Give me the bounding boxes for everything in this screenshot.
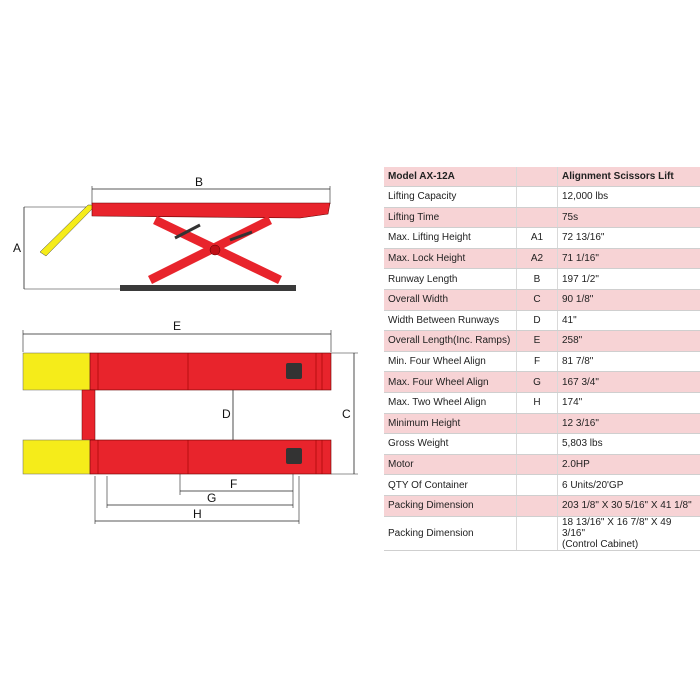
spec-value-text: 12 3/16" — [562, 417, 599, 429]
spec-code: A2 — [517, 248, 558, 269]
runway-connector — [82, 390, 95, 440]
spec-value — [558, 454, 700, 475]
spec-row — [384, 413, 700, 434]
spec-value-text: 2.0HP — [562, 459, 590, 471]
spec-table — [384, 167, 700, 551]
spec-row — [384, 516, 700, 550]
spec-value — [558, 413, 700, 434]
dim-label-f: F — [230, 477, 238, 491]
spec-label: QTY Of Container — [384, 475, 517, 496]
spec-value-text: 18 13/16" X 16 7/8" X 49 3/16" — [562, 516, 672, 539]
spec-row — [384, 207, 700, 228]
dim-label-h: H — [193, 507, 202, 521]
dim-label-d: D — [222, 407, 231, 421]
turnplate-top — [286, 363, 302, 379]
spec-row — [384, 331, 700, 352]
spec-value — [558, 289, 700, 310]
spec-label: Packing Dimension — [384, 516, 517, 550]
spec-value-note: (Control Cabinet) — [562, 538, 639, 550]
spec-code — [517, 187, 558, 208]
spec-value-text: 71 1/16" — [562, 253, 599, 265]
dim-label-e: E — [173, 319, 182, 333]
side-runway — [92, 203, 330, 218]
spec-code — [517, 495, 558, 516]
spec-code: A1 — [517, 228, 558, 249]
spec-value-text: 5,803 lbs — [562, 438, 603, 450]
spec-value — [558, 392, 700, 413]
spec-code — [517, 434, 558, 455]
dim-label-a: A — [13, 241, 22, 255]
spec-value — [558, 351, 700, 372]
side-view — [13, 175, 330, 291]
spec-label: Lifting Capacity — [384, 187, 517, 208]
spec-label: Minimum Height — [384, 413, 517, 434]
spec-value-text: 203 1/8" X 30 5/16" X 41 1/8" — [562, 500, 692, 512]
runway-bottom-ramp — [23, 440, 90, 474]
spec-value-text: 72 13/16" — [562, 232, 605, 244]
spec-label: Lifting Time — [384, 207, 517, 228]
spec-value — [558, 228, 700, 249]
spec-label: Width Between Runways — [384, 310, 517, 331]
runway-top-ramp — [23, 353, 90, 390]
spec-label: Min. Four Wheel Align — [384, 351, 517, 372]
spec-code: E — [517, 331, 558, 352]
spec-value — [558, 372, 700, 393]
dim-label-b: B — [195, 175, 204, 189]
spec-code — [517, 475, 558, 496]
spec-value-text: 174" — [562, 397, 583, 409]
spec-code: G — [517, 372, 558, 393]
spec-label: Packing Dimension — [384, 495, 517, 516]
spec-label: Gross Weight — [384, 434, 517, 455]
spec-row — [384, 392, 700, 413]
spec-value — [558, 434, 700, 455]
spec-value — [558, 248, 700, 269]
spec-label: Runway Length — [384, 269, 517, 290]
spec-code: H — [517, 392, 558, 413]
side-ramp — [40, 205, 96, 256]
spec-value — [558, 207, 700, 228]
side-base — [120, 285, 296, 291]
spec-value — [558, 516, 700, 550]
spec-label: Max. Two Wheel Align — [384, 392, 517, 413]
spec-value — [558, 310, 700, 331]
spec-header-row — [384, 167, 700, 187]
spec-code — [517, 413, 558, 434]
spec-value-text: 6 Units/20'GP — [562, 479, 624, 491]
spec-row — [384, 434, 700, 455]
spec-code: D — [517, 310, 558, 331]
spec-code: C — [517, 289, 558, 310]
spec-value-text: 41" — [562, 314, 577, 326]
spec-model: Model AX-12A — [384, 167, 517, 187]
spec-row — [384, 454, 700, 475]
spec-row — [384, 289, 700, 310]
spec-value-text: 12,000 lbs — [562, 191, 609, 203]
spec-value — [558, 269, 700, 290]
spec-row — [384, 248, 700, 269]
spec-header-code — [517, 167, 558, 187]
spec-row — [384, 351, 700, 372]
spec-value — [558, 495, 700, 516]
spec-model-type: Alignment Scissors Lift — [558, 167, 700, 187]
spec-label: Max. Lifting Height — [384, 228, 517, 249]
spec-code: B — [517, 269, 558, 290]
spec-label: Max. Four Wheel Align — [384, 372, 517, 393]
dim-label-c: C — [342, 407, 351, 421]
spec-value-text: 90 1/8" — [562, 294, 594, 306]
spec-label: Motor — [384, 454, 517, 475]
spec-value — [558, 475, 700, 496]
spec-value-text: 75s — [562, 211, 579, 223]
spec-row — [384, 228, 700, 249]
spec-label: Max. Lock Height — [384, 248, 517, 269]
turnplate-bottom — [286, 448, 302, 464]
spec-code — [517, 207, 558, 228]
spec-value — [558, 187, 700, 208]
spec-code: F — [517, 351, 558, 372]
dim-label-g: G — [207, 491, 217, 505]
spec-value-text: 81 7/8" — [562, 356, 594, 368]
spec-value-text: 258" — [562, 335, 583, 347]
spec-value-text: 197 1/2" — [562, 273, 599, 285]
spec-label: Overall Width — [384, 289, 517, 310]
spec-label: Overall Length(Inc. Ramps) — [384, 331, 517, 352]
spec-code — [517, 516, 558, 550]
spec-row — [384, 269, 700, 290]
spec-value — [558, 331, 700, 352]
spec-row — [384, 372, 700, 393]
spec-row — [384, 187, 700, 208]
spec-row — [384, 475, 700, 496]
spec-code — [517, 454, 558, 475]
top-view — [23, 319, 358, 524]
spec-value-text: 167 3/4" — [562, 376, 599, 388]
spec-row — [384, 310, 700, 331]
spec-row — [384, 495, 700, 516]
